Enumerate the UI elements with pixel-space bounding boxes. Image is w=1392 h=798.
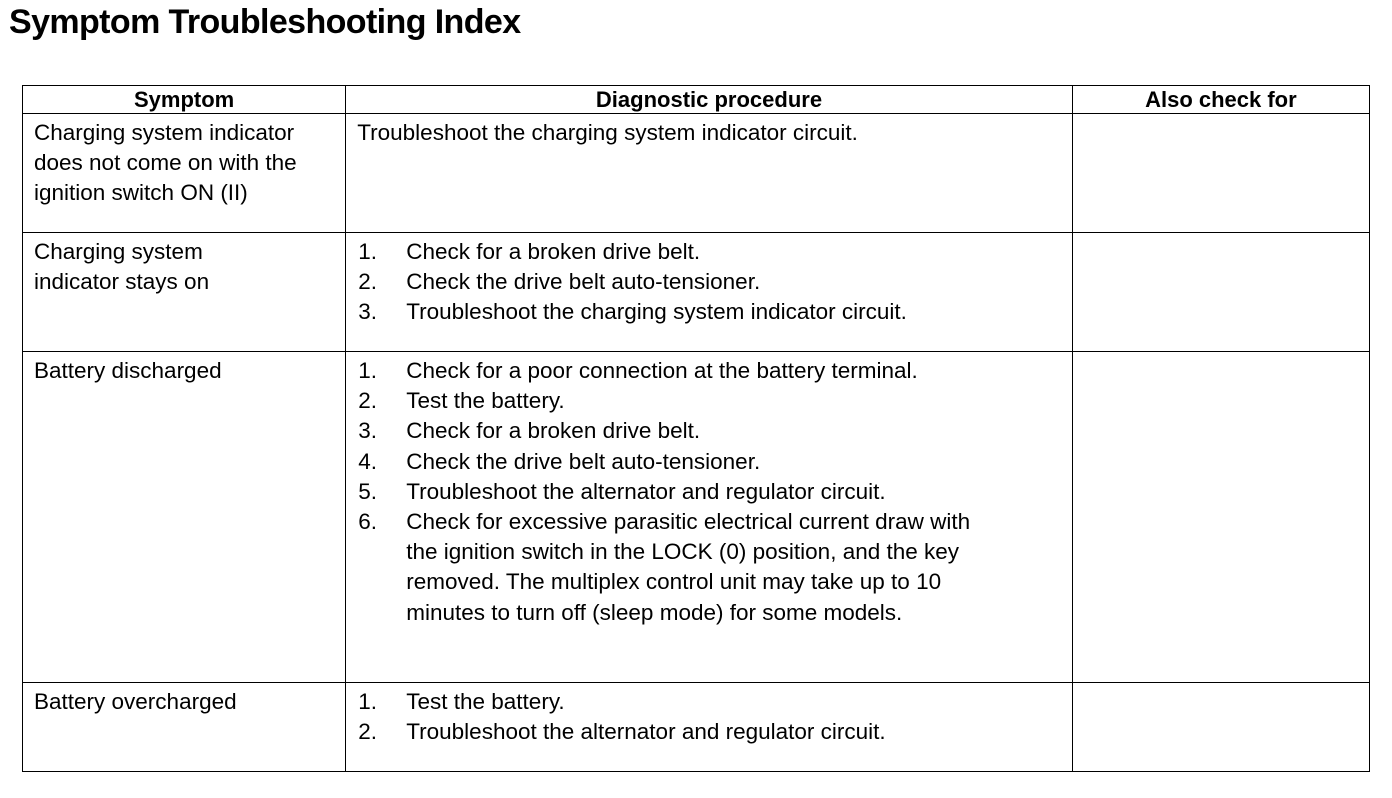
page-title: Symptom Troubleshooting Index <box>9 3 521 41</box>
symptom-cell <box>23 233 346 352</box>
symptom-table <box>22 85 1370 772</box>
procedure-steps <box>346 683 1072 747</box>
symptom-text: Battery discharged <box>34 358 222 383</box>
table-row <box>23 683 1370 772</box>
procedure-step <box>358 447 1072 477</box>
step-number: 3. <box>358 418 377 444</box>
symptom-text: Battery overcharged <box>34 689 237 714</box>
procedure-step <box>358 386 1072 416</box>
procedure-step <box>358 267 1072 297</box>
table-header-row <box>23 86 1370 114</box>
procedure-step <box>358 356 1072 386</box>
step-text: Check the drive belt auto-tensioner. <box>406 269 761 295</box>
step-text: Check for excessive parasitic electrical current draw with the ignition switch in the LOCK (0) position, and the key removed. The multiplex control unit may take up to 10 minutes to turn off (sleep mode) for some models. <box>406 509 971 625</box>
step-number: 1. <box>358 358 377 383</box>
procedure-step <box>358 416 1072 446</box>
procedure-step <box>358 477 1072 507</box>
step-number: 2. <box>358 269 377 295</box>
procedure-step <box>358 507 1072 628</box>
procedure-cell <box>346 114 1073 233</box>
step-number: 2. <box>358 719 377 745</box>
also-check-cell <box>1072 683 1369 772</box>
table-row <box>23 233 1370 352</box>
procedure-step <box>358 687 1072 717</box>
step-text: Check the drive belt auto-tensioner. <box>406 448 761 474</box>
procedure-steps <box>346 352 1072 628</box>
step-number: 4. <box>358 448 377 474</box>
step-text: Troubleshoot the alternator and regulator circuit. <box>406 478 886 504</box>
also-check-cell <box>1072 233 1369 352</box>
step-text: Check for a poor connection at the battery terminal. <box>406 358 918 383</box>
procedure-cell <box>346 233 1073 352</box>
table-row <box>23 114 1370 233</box>
header-also-check-for: Also check for <box>1072 86 1369 114</box>
symptom-text: Charging system indicator does not come on with the ignition switch ON (II) <box>34 120 297 206</box>
step-number: 3. <box>358 299 377 325</box>
procedure-cell <box>346 683 1073 772</box>
symptom-cell <box>23 352 346 683</box>
procedure-cell <box>346 352 1073 683</box>
symptom-cell <box>23 683 346 772</box>
also-check-cell <box>1072 352 1369 683</box>
step-text: Check for a broken drive belt. <box>406 239 701 264</box>
step-number: 2. <box>358 388 377 414</box>
step-text: Test the battery. <box>406 689 565 714</box>
step-text: Troubleshoot the alternator and regulator circuit. <box>406 719 886 745</box>
procedure-step <box>358 717 1072 747</box>
symptom-text: Charging system indicator stays on <box>34 239 210 295</box>
step-number: 1. <box>358 689 377 714</box>
step-text: Test the battery. <box>406 388 565 414</box>
symptom-cell <box>23 114 346 233</box>
step-number: 6. <box>358 509 377 535</box>
step-text: Troubleshoot the charging system indicator circuit. <box>406 299 907 325</box>
procedure-step <box>358 297 1072 327</box>
table-row <box>23 352 1370 683</box>
step-number: 1. <box>358 239 377 264</box>
step-number: 5. <box>358 478 377 504</box>
procedure-text: Troubleshoot the charging system indicator circuit. <box>357 120 858 145</box>
also-check-cell <box>1072 114 1369 233</box>
procedure-step <box>358 237 1072 267</box>
header-symptom: Symptom <box>23 86 346 114</box>
step-text: Check for a broken drive belt. <box>406 418 701 444</box>
procedure-steps <box>346 233 1072 328</box>
header-diagnostic-procedure: Diagnostic procedure <box>346 86 1073 114</box>
